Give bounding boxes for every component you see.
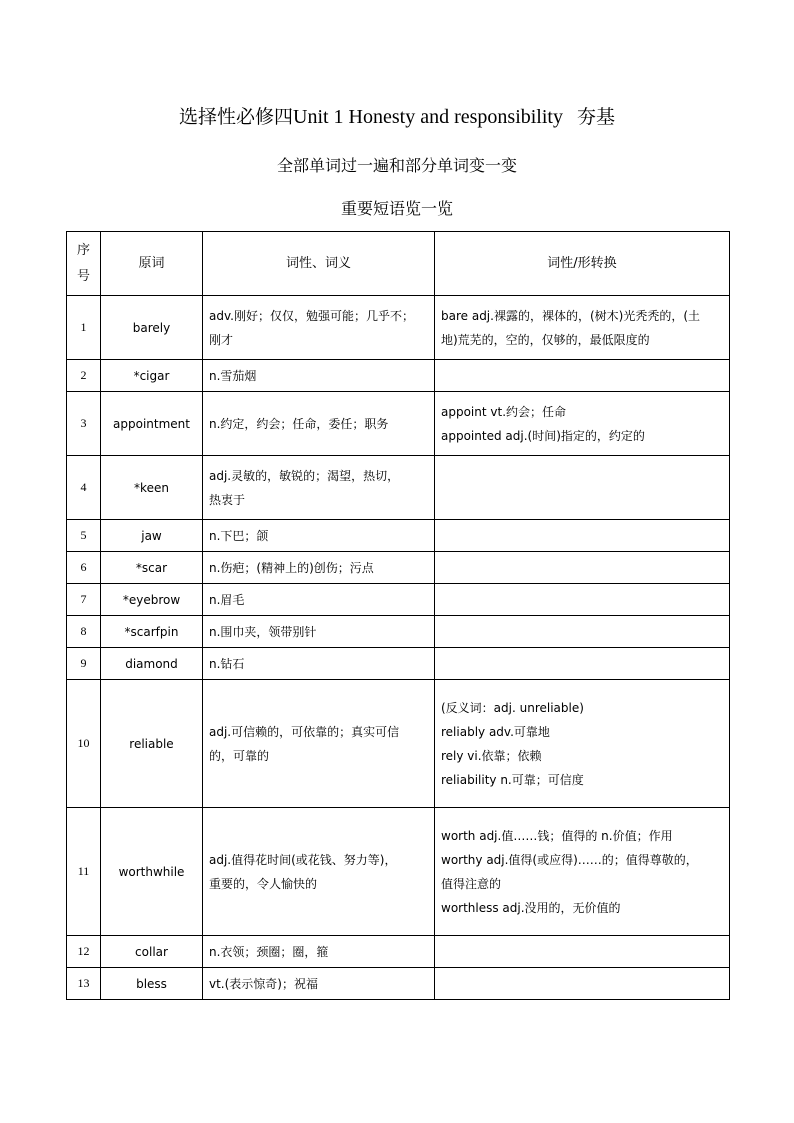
row-meaning (203, 808, 435, 936)
row-meaning (203, 392, 435, 456)
meaning-line: n.伤疤；(精神上的)创伤；污点 (209, 560, 374, 575)
row-forms (435, 296, 730, 360)
meaning-line: adv.刚好；仅仅，勉强可能；几乎不； (209, 308, 414, 323)
meaning-line: adj.可信赖的，可依靠的；真实可信 (209, 724, 400, 739)
vocabulary-table (66, 231, 730, 1000)
row-word: *scarfpin (101, 616, 203, 648)
meaning-line: n.雪茄烟 (209, 368, 257, 383)
row-meaning (203, 936, 435, 968)
row-word: worthwhile (101, 808, 203, 936)
meaning-line: n.下巴；颌 (209, 528, 269, 543)
row-meaning (203, 680, 435, 808)
row-word: *keen (101, 456, 203, 520)
table-row (67, 616, 730, 648)
meaning-line: n.衣领；颈圈；圈，箍 (209, 944, 329, 959)
meaning-line: 重要的，令人愉快的 (209, 876, 318, 891)
title-prefix: 选择性必修四 (178, 106, 293, 128)
row-forms (435, 616, 730, 648)
row-meaning (203, 360, 435, 392)
row-number: 9 (67, 648, 101, 680)
meaning-line: 热衷于 (209, 492, 246, 507)
meaning-line: n.围巾夹，领带别针 (209, 624, 317, 639)
forms-line: (反义词：adj. unreliable) (441, 700, 584, 715)
row-number: 7 (67, 584, 101, 616)
table-row (67, 968, 730, 1000)
row-word: *scar (101, 552, 203, 584)
row-number: 12 (67, 936, 101, 968)
table-row (67, 680, 730, 808)
table-header-row (67, 232, 730, 296)
row-word: diamond (101, 648, 203, 680)
forms-line: reliably adv.可靠地 (441, 724, 550, 739)
header-num (67, 232, 101, 296)
forms-line: worth adj.值……钱；值得的 n.价值；作用 (441, 828, 673, 843)
row-meaning (203, 456, 435, 520)
row-number: 11 (67, 808, 101, 936)
row-forms (435, 936, 730, 968)
forms-line: appoint vt.约会；任命 (441, 404, 567, 419)
title-english: Unit 1 Honesty and responsibility (293, 106, 563, 128)
row-meaning (203, 968, 435, 1000)
forms-line: bare adj.裸露的，裸体的，(树木)光秃秃的，(土 (441, 308, 701, 323)
row-word: appointment (101, 392, 203, 456)
forms-line: rely vi.依靠；依赖 (441, 748, 542, 763)
row-word: collar (101, 936, 203, 968)
row-forms (435, 680, 730, 808)
header-forms: 词性/形转换 (435, 232, 730, 296)
document-title (0, 104, 794, 130)
row-number: 3 (67, 392, 101, 456)
table-row (67, 392, 730, 456)
row-word: reliable (101, 680, 203, 808)
header-word: 原词 (101, 232, 203, 296)
subtitle-phrases: 重要短语览一览 (340, 199, 453, 218)
row-forms (435, 808, 730, 936)
forms-line: 地)荒芜的，空的，仅够的，最低限度的 (441, 332, 650, 347)
table-row (67, 360, 730, 392)
row-word: jaw (101, 520, 203, 552)
row-number: 1 (67, 296, 101, 360)
meaning-line: adj.值得花时间(或花钱、努力等)， (209, 852, 397, 867)
header-num-text: 序号 (76, 242, 90, 284)
row-word: *cigar (101, 360, 203, 392)
meaning-line: 刚才 (209, 332, 234, 347)
row-meaning (203, 296, 435, 360)
table-row (67, 648, 730, 680)
table-row (67, 552, 730, 584)
row-forms (435, 648, 730, 680)
row-forms (435, 968, 730, 1000)
table-row (67, 808, 730, 936)
row-forms (435, 360, 730, 392)
forms-line: worthless adj.没用的，无价值的 (441, 900, 621, 915)
row-forms (435, 520, 730, 552)
meaning-line: n.约定，约会；任命，委任；职务 (209, 416, 389, 431)
title-suffix: 夯基 (576, 106, 615, 128)
meaning-line: vt.(表示惊奇)；祝福 (209, 976, 318, 991)
row-meaning (203, 616, 435, 648)
row-forms (435, 392, 730, 456)
forms-line: worthy adj.值得(或应得)……的；值得尊敬的， (441, 852, 698, 867)
row-forms (435, 584, 730, 616)
meaning-line: n.眉毛 (209, 592, 245, 607)
row-number: 8 (67, 616, 101, 648)
forms-line: appointed adj.(时间)指定的，约定的 (441, 428, 645, 443)
row-meaning (203, 584, 435, 616)
row-meaning (203, 648, 435, 680)
meaning-line: n.钻石 (209, 656, 245, 671)
table-row (67, 296, 730, 360)
row-number: 5 (67, 520, 101, 552)
table-row (67, 584, 730, 616)
row-number: 13 (67, 968, 101, 1000)
table-row (67, 520, 730, 552)
row-forms (435, 456, 730, 520)
row-number: 4 (67, 456, 101, 520)
subtitle-all-words: 全部单词过一遍和部分单词变一变 (276, 156, 517, 175)
row-number: 10 (67, 680, 101, 808)
row-number: 6 (67, 552, 101, 584)
row-meaning (203, 552, 435, 584)
row-word: bless (101, 968, 203, 1000)
forms-line: 值得注意的 (441, 876, 502, 891)
row-meaning (203, 520, 435, 552)
header-meaning: 词性、词义 (203, 232, 435, 296)
table-row (67, 456, 730, 520)
row-forms (435, 552, 730, 584)
forms-line: reliability n.可靠；可信度 (441, 772, 584, 787)
meaning-line: adj.灵敏的，敏锐的；渴望，热切， (209, 468, 400, 483)
table-row (67, 936, 730, 968)
table-body (67, 296, 730, 1000)
row-number: 2 (67, 360, 101, 392)
row-word: barely (101, 296, 203, 360)
row-word: *eyebrow (101, 584, 203, 616)
meaning-line: 的，可靠的 (209, 748, 270, 763)
